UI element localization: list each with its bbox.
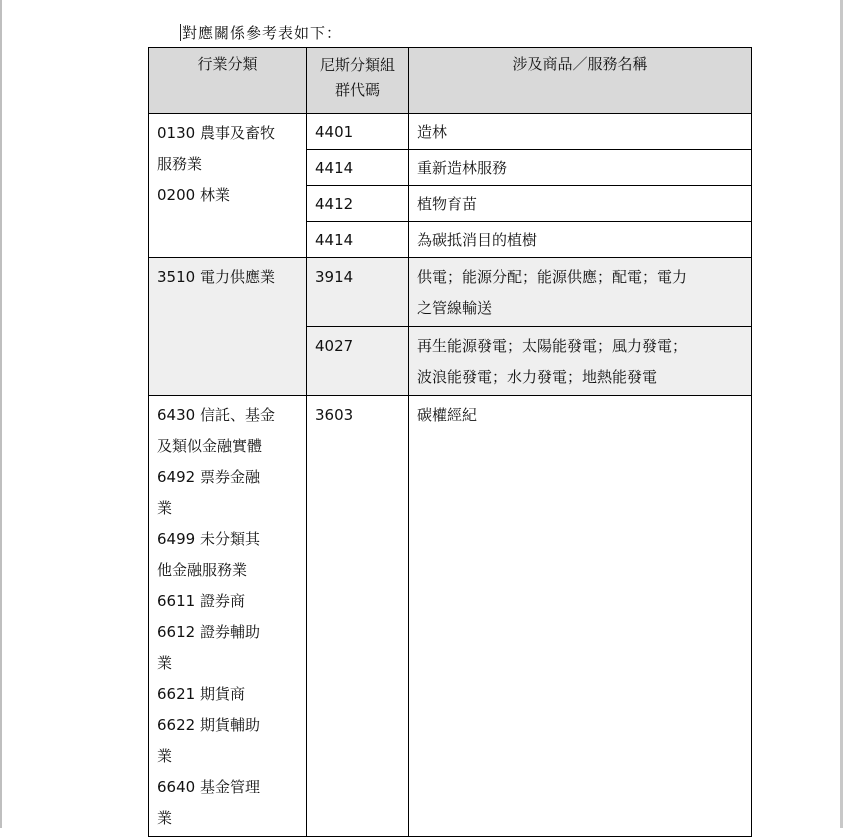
goods-cell: 重新造林服務 — [409, 150, 752, 186]
nice-code-cell: 4414 — [307, 222, 409, 258]
industry-line: 0130 農事及畜牧 — [157, 124, 275, 142]
goods-cell — [409, 327, 752, 396]
industry-cell-electricity — [149, 258, 307, 396]
industry-line: 3510 電力供應業 — [157, 268, 275, 286]
industry-line: 業 — [157, 809, 173, 827]
goods-line: 波浪能發電；水力發電；地熱能發電 — [417, 368, 658, 386]
text-cursor — [180, 24, 181, 41]
table-row — [149, 258, 752, 327]
industry-cell-finance — [149, 396, 307, 837]
intro-label: 對應關係參考表如下： — [182, 24, 343, 42]
table-row — [149, 396, 752, 837]
header-nice-code-text: 尼斯分類組群代碼 — [319, 56, 395, 99]
goods-line: 之管線輸送 — [417, 299, 493, 317]
industry-line: 0200 林業 — [157, 186, 230, 204]
industry-line: 6622 期貨輔助 — [157, 716, 260, 734]
header-goods: 涉及商品／服務名稱 — [409, 48, 752, 114]
header-row — [149, 48, 752, 114]
industry-line: 及類似金融實體 — [157, 437, 263, 455]
nice-code-cell: 4412 — [307, 186, 409, 222]
industry-line: 6430 信託、基金 — [157, 406, 275, 424]
goods-cell: 植物育苗 — [409, 186, 752, 222]
header-nice-code — [307, 48, 409, 114]
nice-code-cell: 4401 — [307, 114, 409, 150]
industry-line: 6612 證券輔助 — [157, 623, 260, 641]
industry-line: 業 — [157, 747, 173, 765]
industry-line: 6492 票券金融 — [157, 468, 260, 486]
goods-line: 再生能源發電；太陽能發電；風力發電； — [417, 337, 688, 355]
industry-line: 他金融服務業 — [157, 561, 248, 579]
page-edge-left — [0, 0, 2, 828]
goods-cell: 造林 — [409, 114, 752, 150]
goods-cell: 碳權經紀 — [409, 396, 752, 837]
industry-line: 業 — [157, 654, 173, 672]
industry-line: 6611 證券商 — [157, 592, 245, 610]
industry-line: 6621 期貨商 — [157, 685, 245, 703]
nice-code-cell: 3603 — [307, 396, 409, 837]
industry-line: 服務業 — [157, 155, 203, 173]
industry-line: 業 — [157, 499, 173, 517]
goods-cell: 為碳抵消目的植樹 — [409, 222, 752, 258]
industry-line: 6640 基金管理 — [157, 778, 260, 796]
goods-line: 供電；能源分配；能源供應；配電；電力 — [417, 268, 688, 286]
industry-line: 6499 未分類其 — [157, 530, 260, 548]
reference-table — [148, 47, 752, 837]
industry-cell-agri-forestry — [149, 114, 307, 258]
header-industry: 行業分類 — [149, 48, 307, 114]
nice-code-cell: 4027 — [307, 327, 409, 396]
nice-code-cell: 3914 — [307, 258, 409, 327]
intro-text — [180, 22, 342, 44]
goods-cell — [409, 258, 752, 327]
nice-code-cell: 4414 — [307, 150, 409, 186]
table-row — [149, 114, 752, 150]
